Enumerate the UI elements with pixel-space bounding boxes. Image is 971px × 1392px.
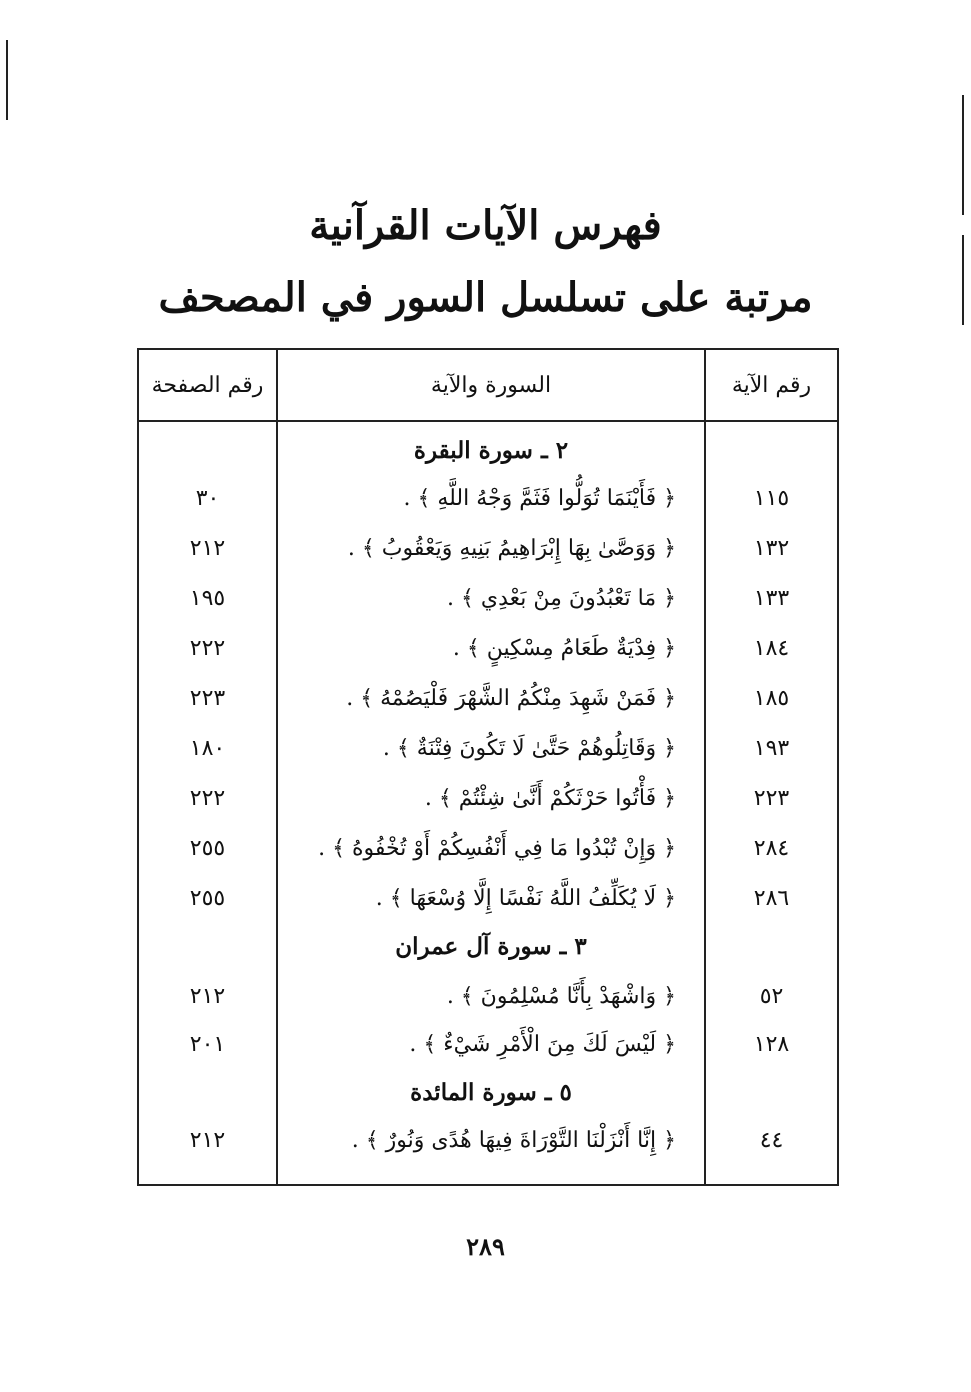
surah-heading: ٥ ـ سورة المائدة — [410, 1078, 572, 1106]
surah-heading: ٢ ـ سورة البقرة — [413, 436, 569, 464]
ayah-number: ٢٢٣ — [753, 785, 790, 811]
table-row — [139, 828, 837, 868]
page-ref: ٢١٢ — [189, 1127, 226, 1153]
table-row — [139, 478, 837, 518]
table-row — [139, 976, 837, 1016]
ayah-text: ﴿ وَوَصَّىٰ بِهَا إِبْرَاهِيمُ بَنِيهِ وَيَعْقُوبُ ﴾ . — [347, 535, 676, 561]
table-row — [139, 728, 837, 768]
ayah-number: ١٨٥ — [753, 685, 790, 711]
header-ayah-number: رقم الآية — [731, 372, 812, 398]
title-line-1: فهرس الآيات القرآنية — [309, 202, 662, 249]
page-ref: ٢١٢ — [189, 535, 226, 561]
ayah-text: ﴿ وَإِنْ تُبْدُوا مَا فِي أَنْفُسِكُمْ أَوْ تُخْفُوهُ ﴾ . — [318, 835, 676, 861]
ayat-index-table — [137, 348, 839, 1186]
ayah-number: ٢٨٤ — [753, 835, 790, 861]
page-ref: ٣٠ — [195, 485, 220, 511]
scan-edge-mark-left — [6, 40, 8, 120]
header-divider — [139, 420, 837, 422]
table-row — [139, 628, 837, 668]
surah-heading-row — [139, 430, 837, 470]
ayah-text: ﴿ وَقَاتِلُوهُمْ حَتَّىٰ لَا تَكُونَ فِتْنَةٌ ﴾ . — [382, 735, 676, 761]
ayah-text: ﴿ فِدْيَةٌ طَعَامُ مِسْكِينٍ ﴾ . — [452, 635, 676, 661]
title-line-2: مرتبة على تسلسل السور في المصحف — [158, 274, 813, 321]
ayah-text: ﴿ لَيْسَ لَكَ مِنَ الْأَمْرِ شَيْءٌ ﴾ . — [409, 1031, 676, 1057]
ayah-number: ١١٥ — [753, 485, 790, 511]
table-row — [139, 528, 837, 568]
page-ref: ٢٥٥ — [189, 835, 226, 861]
ayah-text: ﴿ فَأْتُوا حَرْثَكُمْ أَنَّىٰ شِئْتُمْ ﴾ . — [424, 785, 676, 811]
page-ref: ٢٥٥ — [189, 885, 226, 911]
page-ref: ٢٢٣ — [189, 685, 226, 711]
table-row — [139, 678, 837, 718]
ayah-text: ﴿ فَمَنْ شَهِدَ مِنْكُمُ الشَّهْرَ فَلْيَصُمْهُ ﴾ . — [346, 685, 676, 711]
ayah-number: ١٣٣ — [753, 585, 790, 611]
ayah-number: ٢٨٦ — [753, 885, 790, 911]
surah-heading: ٣ ـ سورة آل عمران — [395, 932, 587, 960]
header-page-number: رقم الصفحة — [151, 372, 264, 398]
ayah-number: ٥٢ — [759, 983, 784, 1009]
table-row — [139, 878, 837, 918]
page-ref: ٢٠١ — [189, 1031, 226, 1057]
page-heading — [0, 190, 971, 334]
table-row — [139, 1024, 837, 1064]
table-row — [139, 1120, 837, 1160]
ayah-text: ﴿ إِنَّا أَنْزَلْنَا التَّوْرَاةَ فِيهَا هُدًى وَنُورٌ ﴾ . — [351, 1127, 676, 1153]
ayah-number: ١٩٣ — [753, 735, 790, 761]
ayah-text: ﴿ وَاشْهَدْ بِأَنَّا مُسْلِمُونَ ﴾ . — [446, 983, 676, 1009]
ayah-text: ﴿ مَا تَعْبُدُونَ مِنْ بَعْدِي ﴾ . — [447, 585, 676, 611]
table-row — [139, 578, 837, 618]
page-ref: ١٨٠ — [189, 735, 226, 761]
ayah-number: ٤٤ — [759, 1127, 784, 1153]
page-ref: ٢١٢ — [189, 983, 226, 1009]
surah-heading-row — [139, 1072, 837, 1112]
page-ref: ٢٢٢ — [189, 635, 226, 661]
surah-heading-row — [139, 926, 837, 966]
ayah-number: ١٢٨ — [753, 1031, 790, 1057]
ayah-number: ١٣٢ — [753, 535, 790, 561]
page-number: ٢٨٩ — [466, 1232, 505, 1261]
ayah-text: ﴿ فَأَيْنَمَا تُوَلُّوا فَثَمَّ وَجْهُ اللَّهِ ﴾ . — [403, 485, 676, 511]
page-ref: ٢٢٢ — [189, 785, 226, 811]
page-ref: ١٩٥ — [189, 585, 226, 611]
ayah-text: ﴿ لَا يُكَلِّفُ اللَّهُ نَفْسًا إِلَّا وُسْعَهَا ﴾ . — [375, 885, 676, 911]
ayah-number: ١٨٤ — [753, 635, 790, 661]
header-surah-and-ayah: السورة والآية — [430, 372, 552, 398]
table-row — [139, 778, 837, 818]
